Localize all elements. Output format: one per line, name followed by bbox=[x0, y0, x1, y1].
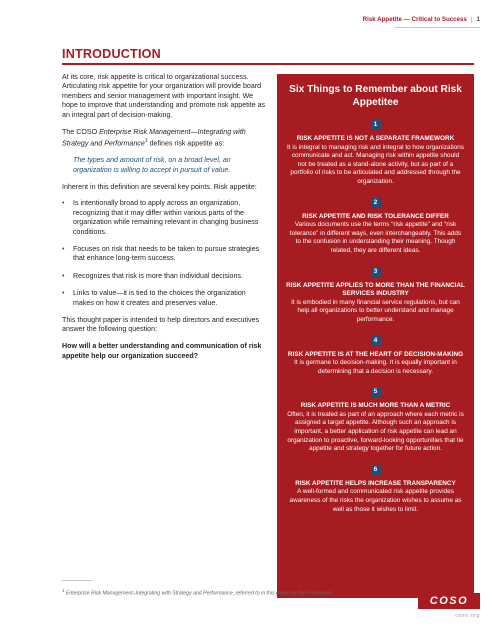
footnote bbox=[62, 588, 334, 597]
number-badge: 1 bbox=[371, 120, 381, 130]
panel-item-title: RISK APPETITE IS AT THE HEART OF DECISION-MAKING bbox=[287, 350, 464, 358]
panel-item-title: RISK APPETITE IS NOT A SEPARATE FRAMEWORK bbox=[296, 135, 455, 142]
footnote-reference: 1 bbox=[144, 137, 148, 144]
panel-item-body: Often, it is treated as part of an approach where each metric is assigned a target appetite. Although such an approach is important, a better application of risk appetite can lead an organization to proactive, forward-looking opportunities that tie appetite and strategy together for future action. bbox=[287, 410, 464, 453]
panel-item-title: RISK APPETITE APPLIES TO MORE THAN THE FINANCIAL SERVICES INDUSTRY bbox=[286, 281, 465, 298]
number-badge: 5 bbox=[371, 387, 381, 397]
page-number: 1 bbox=[476, 16, 480, 23]
running-header bbox=[363, 16, 480, 23]
panel-item bbox=[277, 260, 474, 325]
list-item-text: Is intentionally broad to apply across an organization, recognizing that it may differ within various parts of the organization while remaining relevant in changing business conditions. bbox=[73, 199, 259, 236]
section-title: INTRODUCTION bbox=[62, 47, 161, 61]
header-rule bbox=[395, 27, 480, 28]
bullet-icon: • bbox=[62, 289, 65, 298]
panel-item bbox=[277, 380, 474, 454]
list-item bbox=[62, 245, 268, 264]
panel-item-body: It is embodied in many financial service regulations, but can help all organizations to better understand and manage performance. bbox=[291, 298, 460, 323]
panel-item-title: RISK APPETITE AND RISK TOLERANCE DIFFER bbox=[302, 212, 449, 220]
header-separator: | bbox=[470, 16, 473, 23]
list-item-text: Links to value—it is tied to the choices the organization makes on how it creates and preserves value. bbox=[73, 289, 246, 307]
framework-title: Enterprise Risk Management—Integrating with Strategy and Performance bbox=[62, 127, 246, 148]
list-item-text: Focuses on risk that needs to be taken to pursue strategies that enhance long-term success. bbox=[73, 245, 260, 263]
panel-item bbox=[277, 191, 474, 256]
purpose-paragraph: This thought paper is intended to help directors and executives answer the following question: bbox=[62, 316, 260, 334]
key-points-list bbox=[62, 199, 268, 308]
number-badge: 6 bbox=[371, 465, 381, 475]
bullet-icon: • bbox=[62, 199, 65, 208]
footnote-text: Enterprise Risk Management–Integrating with Strategy and Performance, referred to in this paper as the Framework. bbox=[64, 590, 334, 597]
left-column bbox=[62, 73, 268, 369]
intro-paragraph: At its core, risk appetite is critical to organizational success. Articulating risk appetite for your organization will provide board members and senior management with important insight. We hope to improve that understanding and promote risk appetite as an integral part of decision-making. bbox=[62, 73, 266, 119]
panel-title: Six Things to Remember about Risk Appetitee bbox=[289, 84, 462, 108]
title-rule bbox=[62, 63, 474, 65]
panel-item bbox=[277, 329, 474, 377]
panel-item-body: It is integral to managing risk and integral to how organizations communicate and act. Managing risk within appetite should not be treated as a stand-alone activity, but as part of a portfolio of risks to be articulated and addressed through the organization. bbox=[287, 143, 464, 185]
list-item bbox=[62, 289, 268, 308]
number-badge: 4 bbox=[371, 336, 381, 346]
panel-item-title: RISK APPETITE IS MUCH MORE THAN A METRIC bbox=[300, 402, 451, 410]
definition-quote: The types and amount of risk, on a broad level, an organization is willing to accept in pursuit of value. bbox=[73, 156, 231, 174]
key-question: How will a better understanding and communication of risk appetite help our organization succeed? bbox=[62, 342, 262, 360]
definition-tail-text: defines risk appetite as: bbox=[147, 139, 225, 148]
footnote-mark: 1 bbox=[62, 588, 65, 593]
number-badge: 3 bbox=[371, 267, 381, 277]
list-item-text: Recognizes that risk is more than individual decisions. bbox=[73, 271, 243, 280]
definition-intro-paragraph bbox=[62, 128, 268, 149]
header-title: Risk Appetite — Critical to Success bbox=[362, 16, 467, 23]
panel-item bbox=[277, 458, 474, 514]
panel-item-body: It is germane to decision-making. It is equally important in determining that a decision is necessary. bbox=[294, 359, 457, 375]
panel-item-title: RISK APPETITE HELPS INCREASE TRANSPARENCY bbox=[295, 479, 456, 487]
bullet-icon: • bbox=[62, 271, 65, 280]
six-things-panel bbox=[277, 74, 474, 598]
number-badge: 2 bbox=[371, 198, 381, 208]
list-item bbox=[62, 272, 268, 281]
panel-item bbox=[277, 113, 474, 187]
website-url: coso.org bbox=[455, 613, 480, 619]
bullet-icon: • bbox=[62, 245, 65, 254]
panel-item-body: A well-formed and communicated risk appetite provides awareness of the risks the organization wishes to assume as well as those it wishes to limit. bbox=[289, 488, 462, 513]
key-points-paragraph: Inherent in this definition are several key points. Risk appetite: bbox=[62, 182, 257, 191]
coso-logo: COSO bbox=[418, 593, 480, 609]
panel-item-body: Various documents use the terms “risk appetite” and “risk tolerance” in different ways, even interchangeably. This adds to the confusion in understanding their meaning. Though related, they are different ideas. bbox=[289, 221, 462, 254]
list-item bbox=[62, 199, 268, 237]
definition-lead-text: The COSO bbox=[62, 127, 100, 136]
footnote-rule bbox=[62, 580, 92, 581]
